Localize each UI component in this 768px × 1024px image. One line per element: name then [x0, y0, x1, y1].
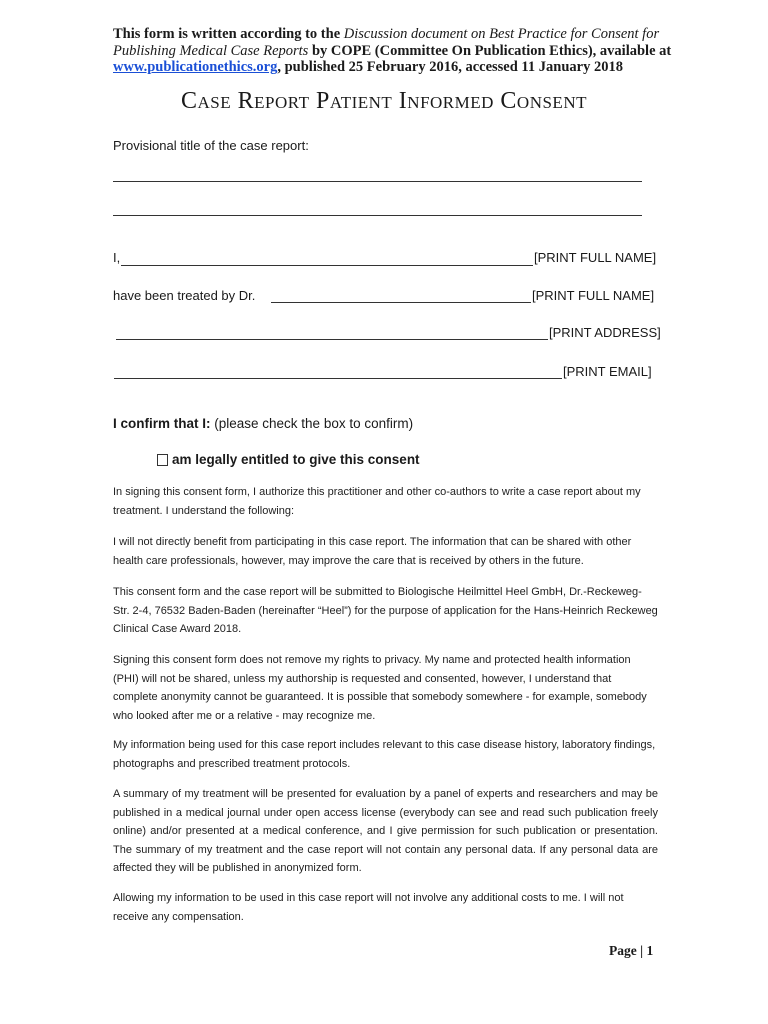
treated-by-label: have been treated by Dr.: [113, 288, 256, 303]
confirm-label: I confirm that I:: [113, 416, 211, 431]
header-doc-title: Discussion document on Best Practice for Consent for Publishing Medical Case Reports: [113, 26, 660, 59]
confirm-statement: [113, 416, 413, 431]
document-header-note: [113, 26, 673, 76]
email-line[interactable]: [114, 378, 562, 379]
page-number: Page | 1: [609, 943, 654, 958]
provisional-title-label: Provisional title of the case report:: [113, 138, 309, 153]
paragraph-costs: Allowing my information to be used in this case report will not involve any additional costs to me. I will not receive any compensation.: [113, 892, 624, 923]
print-email-hint: [PRINT EMAIL]: [563, 364, 652, 379]
paragraph-summary-publication: A summary of my treatment will be presented for evaluation by a panel of experts and researchers and may be published in a medical journal under open access license (everybody can see and read such publication freely online) and/or presented at a medical conference, and I give permission for such publication or presentation. The summary of my treatment and the case report will not contain any personal data. If any personal data are affected they will be published in anonymized form.: [113, 788, 658, 874]
provisional-title-line-2[interactable]: [113, 215, 642, 216]
print-full-name-hint-2: [PRINT FULL NAME]: [532, 288, 655, 303]
checkbox-label: am legally entitled to give this consent: [172, 452, 420, 467]
paragraph-authorization: In signing this consent form, I authorize this practitioner and other co-authors to write a case report about my treatment. I understand the following:: [113, 486, 641, 517]
legal-entitlement-option[interactable]: [157, 452, 420, 467]
paragraph-benefit: I will not directly benefit from participating in this case report. The information that can be shared with other health care professionals, however, may improve the care that is received by others in the future.: [113, 536, 632, 567]
confirm-instruction: (please check the box to confirm): [210, 416, 414, 431]
print-address-hint: [PRINT ADDRESS]: [549, 325, 661, 340]
header-text-1: This form is written according to the: [113, 26, 344, 42]
publication-ethics-link[interactable]: www.publicationethics.org: [113, 59, 278, 75]
print-full-name-hint: [PRINT FULL NAME]: [534, 250, 657, 265]
patient-name-prefix: I,: [113, 250, 121, 265]
address-line[interactable]: [116, 339, 548, 340]
doctor-name-line[interactable]: [271, 302, 531, 303]
patient-name-line[interactable]: [121, 265, 533, 266]
paragraph-information-used: My information being used for this case report includes relevant to this case disease history, laboratory findings, photographs and prescribed treatment protocols.: [113, 739, 656, 770]
paragraph-submission: This consent form and the case report will be submitted to Biologische Heilmittel Heel GmbH, Dr.-Reckeweg-Str. 2-4, 76532 Baden-Baden (hereinafter “Heel”) for the purpose of application for the Hans-Heinrich Reckeweg Clinical Case Award 2018.: [113, 586, 658, 635]
provisional-title-line-1[interactable]: [113, 181, 642, 182]
paragraph-privacy: Signing this consent form does not remove my rights to privacy. My name and protected health information (PHI) will not be shared, unless my authorship is requested and consented, however, I understand that complete anonymity cannot be guaranteed. It is possible that somebody somewhere - for example, somebody who looked after me or a relative - may recognize me.: [113, 654, 647, 722]
page-title: Case Report Patient Informed Consent: [181, 88, 587, 114]
header-text-3: , published 25 February 2016, accessed 11 January 2018: [277, 59, 623, 75]
consent-checkbox[interactable]: [157, 454, 168, 466]
header-text-2: by COPE (Committee On Publication Ethics), available at: [308, 42, 672, 59]
